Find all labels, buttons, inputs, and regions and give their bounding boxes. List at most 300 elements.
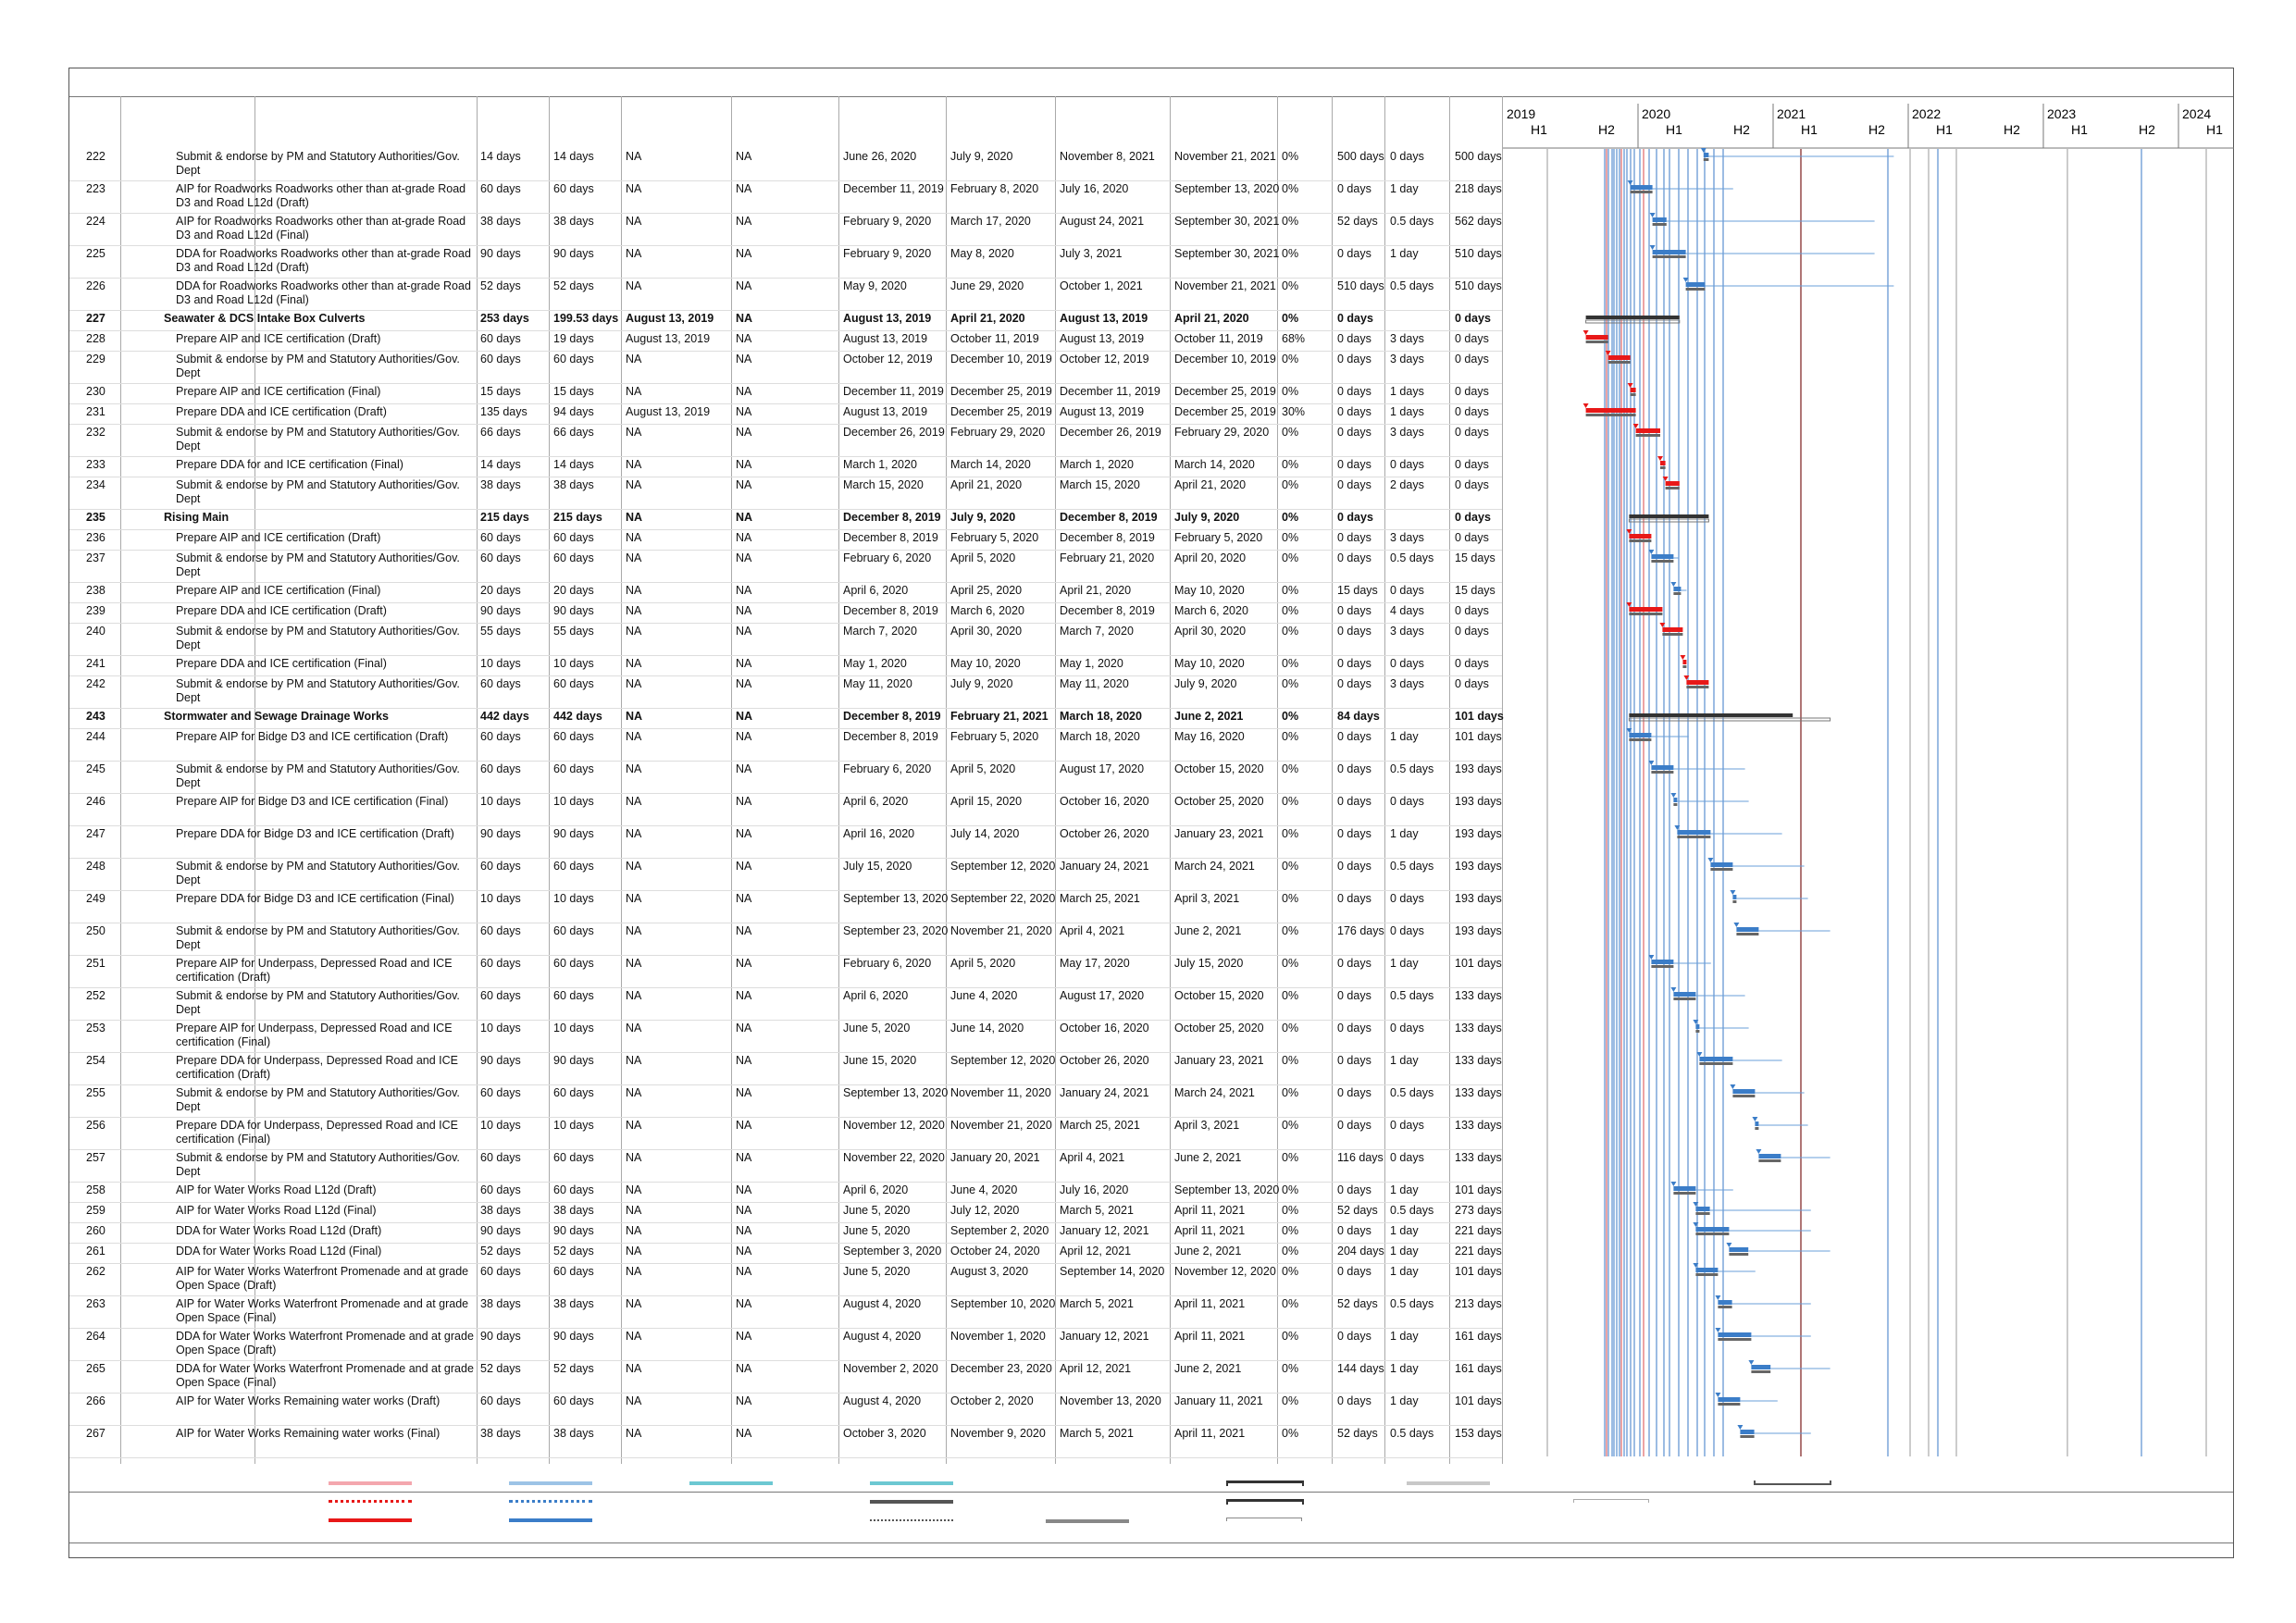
cell-name[interactable]: Submit & endorse by PM and Statutory Authorities/Gov. Dept (176, 762, 460, 789)
cell-f2: September 30, 2021 (1174, 215, 1280, 228)
cell-s1: June 26, 2020 (843, 150, 917, 163)
gantt-task-bar (1651, 554, 1673, 559)
cell-s1: April 16, 2020 (843, 827, 915, 840)
cell-name[interactable]: AIP for Water Works Waterfront Promenade and at grade Open Space (Draft) (176, 1265, 469, 1292)
cell-name[interactable]: Prepare AIP and ICE certification (Draft) (176, 531, 381, 544)
table-row[interactable] (69, 424, 1502, 456)
cell-allow: 0 days (1390, 924, 1424, 937)
cell-s1: March 1, 2020 (843, 458, 917, 471)
cell-rdur: 19 days (553, 332, 594, 345)
gantt-baseline-bar (1736, 933, 1758, 935)
cell-s2: April 21, 2020 (1060, 584, 1132, 597)
cell-rdur: 60 days (553, 353, 594, 365)
cell-rdur: 215 days (553, 511, 602, 524)
cell-name[interactable]: DDA for Roadworks Roadworks other than at-grade Road D3 and Road L12d (Final) (176, 279, 471, 306)
cell-slack2: 0 days (1455, 332, 1489, 345)
gantt-baseline-bar (1653, 255, 1686, 258)
cell-slack: 52 days (1337, 1297, 1378, 1310)
table-row[interactable] (69, 477, 1502, 509)
cell-rdur: 90 days (553, 827, 594, 840)
table-row[interactable] (69, 1393, 1502, 1425)
table-row[interactable] (69, 955, 1502, 987)
cell-as: NA (626, 385, 642, 398)
cell-name[interactable]: DDA for Roadworks Roadworks other than at-grade Road D3 and Road L12d (Draft) (176, 247, 471, 274)
cell-dur: 442 days (480, 710, 529, 723)
cell-name[interactable]: Submit & endorse by PM and Statutory Authorities/Gov. Dept (176, 353, 460, 379)
cell-name[interactable]: Prepare AIP for Underpass, Depressed Road and ICE certification (Draft) (176, 957, 453, 984)
cell-pct: 0% (1282, 625, 1299, 638)
cell-pct: 0% (1282, 710, 1299, 723)
cell-dur: 253 days (480, 312, 529, 325)
cell-as: NA (626, 1245, 642, 1258)
table-row[interactable] (69, 550, 1502, 582)
cell-as: NA (626, 584, 642, 597)
gantt-task-bar (1732, 895, 1736, 899)
table-row[interactable] (69, 330, 1502, 351)
cell-name[interactable]: AIP for Water Works Remaining water works (Final) (176, 1427, 441, 1440)
cell-as: August 13, 2019 (626, 312, 714, 325)
cell-name[interactable]: Stormwater and Sewage Drainage Works (164, 710, 389, 723)
cell-f2: April 11, 2021 (1174, 1224, 1246, 1237)
table-row[interactable] (69, 1328, 1502, 1360)
gantt-dependency-arrow (1650, 213, 1656, 217)
cell-f2: June 2, 2021 (1174, 1151, 1242, 1164)
table-row[interactable] (69, 1243, 1502, 1263)
cell-s1: April 6, 2020 (843, 795, 909, 808)
cell-f1: July 9, 2020 (950, 150, 1013, 163)
table-row[interactable] (69, 1149, 1502, 1182)
cell-f2: April 21, 2020 (1174, 312, 1249, 325)
table-row[interactable] (69, 1425, 1502, 1457)
gantt-baseline-bar (1631, 191, 1653, 193)
gantt-dependency-arrow (1628, 383, 1633, 388)
cell-slack: 0 days (1337, 531, 1371, 544)
cell-name[interactable]: Prepare DDA for and ICE certification (Final) (176, 458, 403, 471)
table-row[interactable] (69, 1360, 1502, 1393)
cell-pct: 68% (1282, 332, 1306, 345)
cell-pct: 0% (1282, 762, 1299, 775)
table-row[interactable] (69, 351, 1502, 383)
cell-f1: December 10, 2019 (950, 353, 1052, 365)
table-row[interactable] (69, 655, 1502, 675)
cell-name[interactable]: Submit & endorse by PM and Statutory Authorities/Gov. Dept (176, 625, 460, 651)
gantt-baseline-bar (1732, 1095, 1755, 1097)
cell-name[interactable]: Rising Main (164, 511, 230, 524)
cell-slack: 0 days (1337, 1022, 1371, 1035)
cell-pct: 0% (1282, 657, 1299, 670)
cell-f1: November 1, 2020 (950, 1330, 1046, 1343)
cell-rdur: 90 days (553, 1054, 594, 1067)
cell-s2: October 12, 2019 (1060, 353, 1149, 365)
legend-manual-task-swatch (1754, 1481, 1831, 1485)
cell-f1: December 25, 2019 (950, 405, 1052, 418)
cell-allow: 0 days (1390, 892, 1424, 905)
cell-name[interactable]: Submit & endorse by PM and Statutory Authorities/Gov. Dept (176, 1151, 460, 1178)
table-row[interactable] (69, 148, 1502, 180)
cell-name[interactable]: Prepare AIP for Underpass, Depressed Road and ICE certification (Final) (176, 1022, 453, 1048)
cell-f1: June 4, 2020 (950, 1183, 1018, 1196)
cell-name[interactable]: AIP for Roadworks Roadworks other than at-grade Road D3 and Road L12d (Final) (176, 215, 466, 242)
cell-rdur: 52 days (553, 1245, 594, 1258)
cell-dur: 60 days (480, 762, 521, 775)
cell-f2: July 15, 2020 (1174, 957, 1244, 970)
cell-s1: August 4, 2020 (843, 1297, 922, 1310)
table-row[interactable] (69, 310, 1502, 330)
cell-name[interactable]: AIP for Roadworks Roadworks other than at-grade Road D3 and Road L12d (Draft) (176, 182, 466, 209)
timeline-year-label: 2024 (2182, 106, 2212, 121)
gantt-dependency-arrow (1701, 148, 1706, 153)
cell-pct: 0% (1282, 531, 1299, 544)
cell-as: NA (626, 677, 642, 690)
cell-name[interactable]: Submit & endorse by PM and Statutory Authorities/Gov. Dept (176, 478, 460, 505)
cell-af: NA (736, 762, 752, 775)
cell-pct: 0% (1282, 1330, 1299, 1343)
cell-f1: February 5, 2020 (950, 531, 1039, 544)
cell-id: 255 (86, 1086, 105, 1099)
cell-af: NA (736, 478, 752, 491)
cell-as: NA (626, 1362, 642, 1375)
gantt-baseline-bar (1695, 1273, 1718, 1276)
cell-f2: October 15, 2020 (1174, 762, 1264, 775)
cell-s2: March 15, 2020 (1060, 478, 1140, 491)
cell-name[interactable]: Prepare AIP for Bidge D3 and ICE certification (Draft) (176, 730, 449, 743)
cell-allow: 2 days (1390, 478, 1424, 491)
cell-f2: November 12, 2020 (1174, 1265, 1276, 1278)
cell-rdur: 60 days (553, 860, 594, 873)
cell-slack2: 101 days (1455, 710, 1504, 723)
cell-dur: 20 days (480, 584, 521, 597)
cell-pct: 0% (1282, 247, 1299, 260)
cell-name[interactable]: Submit & endorse by PM and Statutory Authorities/Gov. Dept (176, 860, 460, 886)
cell-f1: July 12, 2020 (950, 1204, 1020, 1217)
cell-pct: 0% (1282, 478, 1299, 491)
cell-af: NA (736, 1427, 752, 1440)
cell-dur: 10 days (480, 892, 521, 905)
cell-af: NA (736, 1362, 752, 1375)
table-row[interactable] (69, 602, 1502, 623)
table-row[interactable] (69, 623, 1502, 655)
cell-s1: May 1, 2020 (843, 657, 907, 670)
legend-task-swatch (509, 1481, 592, 1485)
table-row[interactable] (69, 403, 1502, 424)
cell-f2: September 30, 2021 (1174, 247, 1280, 260)
cell-s2: May 11, 2020 (1060, 677, 1129, 690)
cell-slack2: 0 days (1455, 458, 1489, 471)
cell-dur: 215 days (480, 511, 529, 524)
gantt-task-bar (1673, 798, 1677, 802)
cell-f1: September 22, 2020 (950, 892, 1056, 905)
gantt-baseline-bar (1718, 1306, 1731, 1308)
cell-name[interactable]: Prepare DDA for Bidge D3 and ICE certification (Final) (176, 892, 454, 905)
cell-as: NA (626, 1330, 642, 1343)
table-row[interactable] (69, 708, 1502, 728)
cell-slack: 0 days (1337, 1086, 1371, 1099)
cell-slack: 52 days (1337, 215, 1378, 228)
cell-name[interactable]: Prepare DDA and ICE certification (Draft) (176, 604, 387, 617)
cell-f1: July 14, 2020 (950, 827, 1020, 840)
cell-f1: April 30, 2020 (950, 625, 1023, 638)
table-row[interactable] (69, 825, 1502, 858)
cell-slack2: 221 days (1455, 1245, 1502, 1258)
cell-slack2: 273 days (1455, 1204, 1502, 1217)
cell-allow: 0 days (1390, 1119, 1424, 1132)
cell-name[interactable]: AIP for Water Works Road L12d (Draft) (176, 1183, 377, 1196)
cell-name[interactable]: Prepare AIP and ICE certification (Draft) (176, 332, 381, 345)
cell-slack2: 101 days (1455, 1265, 1502, 1278)
timeline-half-label: H2 (1733, 122, 1750, 137)
cell-s2: March 7, 2020 (1060, 625, 1134, 638)
legend-critical-task-swatch (329, 1481, 412, 1485)
cell-name[interactable]: Prepare AIP for Bidge D3 and ICE certification (Final) (176, 795, 449, 808)
cell-name[interactable]: DDA for Water Works Waterfront Promenade and at grade Open Space (Final) (176, 1362, 474, 1389)
table-row[interactable] (69, 761, 1502, 793)
table-row[interactable] (69, 923, 1502, 955)
gantt-dependency-arrow (1756, 1149, 1761, 1154)
table-row[interactable] (69, 383, 1502, 403)
cell-slack2: 0 days (1455, 657, 1489, 670)
cell-id: 223 (86, 182, 105, 195)
cell-f1: December 25, 2019 (950, 385, 1052, 398)
cell-s2: January 24, 2021 (1060, 1086, 1149, 1099)
cell-slack: 0 days (1337, 1394, 1371, 1407)
cell-pct: 0% (1282, 677, 1299, 690)
cell-allow: 1 day (1390, 730, 1419, 743)
cell-slack: 0 days (1337, 511, 1373, 524)
gantt-canvas (1503, 96, 2234, 1495)
gantt-baseline-bar (1662, 633, 1682, 636)
table-row[interactable] (69, 1263, 1502, 1295)
table-row[interactable] (69, 1295, 1502, 1328)
cell-f2: April 11, 2021 (1174, 1297, 1246, 1310)
cell-dur: 60 days (480, 924, 521, 937)
cell-slack: 0 days (1337, 1054, 1371, 1067)
cell-slack2: 0 days (1455, 385, 1489, 398)
table-row[interactable] (69, 890, 1502, 923)
cell-name[interactable]: Submit & endorse by PM and Statutory Authorities/Gov. Dept (176, 551, 460, 578)
cell-pct: 0% (1282, 551, 1299, 564)
cell-f2: June 2, 2021 (1174, 924, 1242, 937)
table-row[interactable] (69, 456, 1502, 477)
cell-dur: 60 days (480, 989, 521, 1002)
cell-slack: 0 days (1337, 1224, 1371, 1237)
cell-allow: 1 day (1390, 1362, 1419, 1375)
cell-allow: 0.5 days (1390, 279, 1434, 292)
cell-f2: March 24, 2021 (1174, 860, 1255, 873)
cell-name[interactable]: AIP for Water Works Remaining water works (Draft) (176, 1394, 441, 1407)
cell-f1: February 8, 2020 (950, 182, 1039, 195)
cell-slack: 116 days (1337, 1151, 1384, 1164)
cell-name[interactable]: DDA for Water Works Road L12d (Draft) (176, 1224, 382, 1237)
cell-f2: June 2, 2021 (1174, 1362, 1242, 1375)
cell-name[interactable]: Prepare DDA and ICE certification (Final) (176, 657, 387, 670)
gantt-baseline-bar (1732, 900, 1736, 903)
cell-slack2: 101 days (1455, 957, 1502, 970)
cell-name[interactable]: AIP for Water Works Road L12d (Final) (176, 1204, 377, 1217)
cell-slack: 0 days (1337, 892, 1371, 905)
gantt-baseline-bar (1729, 1253, 1748, 1256)
gantt-task-bar (1660, 461, 1666, 465)
cell-slack: 0 days (1337, 989, 1371, 1002)
cell-name[interactable]: Submit & endorse by PM and Statutory Authorities/Gov. Dept (176, 1086, 460, 1113)
cell-s1: September 3, 2020 (843, 1245, 942, 1258)
cell-dur: 14 days (480, 458, 521, 471)
cell-s1: December 8, 2019 (843, 511, 941, 524)
cell-rdur: 14 days (553, 458, 594, 471)
gantt-dependency-arrow (1680, 655, 1685, 660)
cell-name[interactable]: Prepare DDA and ICE certification (Draft) (176, 405, 387, 418)
table-row[interactable] (69, 278, 1502, 310)
cell-slack: 500 days (1337, 150, 1384, 163)
cell-id: 241 (86, 657, 105, 670)
table-row[interactable] (69, 858, 1502, 890)
cell-rdur: 60 days (553, 1265, 594, 1278)
table-row[interactable] (69, 509, 1502, 529)
gantt-task-bar (1629, 607, 1662, 612)
table-row[interactable] (69, 1117, 1502, 1149)
cell-name[interactable]: DDA for Water Works Road L12d (Final) (176, 1245, 382, 1258)
cell-slack2: 0 days (1455, 478, 1489, 491)
cell-rdur: 90 days (553, 1224, 594, 1237)
cell-name[interactable]: Submit & endorse by PM and Statutory Authorities/Gov. Dept (176, 989, 460, 1016)
cell-dur: 14 days (480, 150, 521, 163)
cell-allow: 0.5 days (1390, 989, 1434, 1002)
gantt-dependency-arrow (1715, 1295, 1720, 1300)
cell-af: NA (736, 795, 752, 808)
cell-pct: 0% (1282, 385, 1299, 398)
cell-as: NA (626, 215, 642, 228)
gantt-dependency-arrow (1748, 1360, 1754, 1365)
cell-f2: May 10, 2020 (1174, 657, 1245, 670)
cell-name[interactable]: AIP for Water Works Waterfront Promenade and at grade Open Space (Final) (176, 1297, 469, 1324)
cell-slack: 176 days (1337, 924, 1384, 937)
cell-af: NA (736, 860, 752, 873)
cell-s1: May 11, 2020 (843, 677, 912, 690)
cell-s2: January 24, 2021 (1060, 860, 1149, 873)
table-row[interactable] (69, 987, 1502, 1020)
timeline-half-label: H2 (1598, 122, 1615, 137)
cell-slack2: 193 days (1455, 795, 1502, 808)
cell-as: August 13, 2019 (626, 332, 711, 345)
cell-slack2: 221 days (1455, 1224, 1502, 1237)
legend-progress-line-swatch (1573, 1499, 1649, 1503)
cell-s1: December 8, 2019 (843, 604, 938, 617)
table-row[interactable] (69, 582, 1502, 602)
cell-name[interactable]: Prepare DDA for Underpass, Depressed Road and ICE certification (Final) (176, 1119, 459, 1146)
cell-id: 266 (86, 1394, 105, 1407)
cell-pct: 0% (1282, 426, 1299, 439)
gantt-baseline-bar (1677, 836, 1710, 838)
gantt-task-bar (1736, 927, 1758, 932)
cell-af: NA (736, 426, 752, 439)
timeline-half-label: H1 (1801, 122, 1818, 137)
cell-s2: September 14, 2020 (1060, 1265, 1165, 1278)
gantt-dependency-arrow (1707, 858, 1713, 862)
table-row[interactable] (69, 1222, 1502, 1243)
gantt-baseline-bar (1608, 361, 1631, 364)
cell-dur: 38 days (480, 215, 521, 228)
cell-name[interactable]: Prepare DDA for Bidge D3 and ICE certification (Draft) (176, 827, 454, 840)
cell-f1: June 29, 2020 (950, 279, 1024, 292)
cell-rdur: 60 days (553, 1394, 594, 1407)
cell-allow: 0.5 days (1390, 860, 1434, 873)
cell-id: 257 (86, 1151, 105, 1164)
cell-dur: 38 days (480, 1427, 521, 1440)
cell-rdur: 38 days (553, 1427, 594, 1440)
cell-af: NA (736, 511, 753, 524)
cell-s2: March 1, 2020 (1060, 458, 1134, 471)
table-row[interactable] (69, 793, 1502, 825)
cell-name[interactable]: DDA for Water Works Waterfront Promenade and at grade Open Space (Draft) (176, 1330, 474, 1357)
cell-as: NA (626, 625, 642, 638)
schedule-sheet (68, 68, 2234, 1558)
cell-slack: 0 days (1337, 827, 1371, 840)
cell-name[interactable]: Submit & endorse by PM and Statutory Authorities/Gov. Dept (176, 677, 460, 704)
cell-af: NA (736, 584, 752, 597)
cell-name[interactable]: Submit & endorse by PM and Statutory Authorities/Gov. Dept (176, 924, 460, 951)
table-row[interactable] (69, 213, 1502, 245)
cell-af: NA (736, 657, 752, 670)
cell-name[interactable]: Prepare AIP and ICE certification (Final) (176, 385, 381, 398)
table-row[interactable] (69, 1202, 1502, 1222)
table-row[interactable] (69, 180, 1502, 213)
cell-name[interactable]: Prepare AIP and ICE certification (Final) (176, 584, 381, 597)
cell-allow: 0 days (1390, 1151, 1424, 1164)
cell-name[interactable]: Submit & endorse by PM and Statutory Authorities/Gov. Dept (176, 150, 460, 177)
cell-slack: 0 days (1337, 426, 1371, 439)
table-row[interactable] (69, 1020, 1502, 1052)
table-row[interactable] (69, 728, 1502, 761)
cell-f2: October 25, 2020 (1174, 1022, 1264, 1035)
table-row[interactable] (69, 675, 1502, 708)
legend-critical-progress-swatch (329, 1518, 412, 1522)
cell-pct: 0% (1282, 1183, 1299, 1196)
gantt-dependency-arrow (1670, 793, 1676, 798)
timeline-half-label: H2 (2004, 122, 2020, 137)
table-row[interactable] (69, 1182, 1502, 1202)
cell-name[interactable]: Prepare DDA for Underpass, Depressed Road and ICE certification (Draft) (176, 1054, 459, 1081)
cell-f2: September 13, 2020 (1174, 1183, 1280, 1196)
legend-summary-swatch (1226, 1481, 1304, 1486)
cell-rdur: 10 days (553, 795, 594, 808)
cell-as: NA (626, 551, 642, 564)
cell-slack2: 153 days (1455, 1427, 1502, 1440)
cell-name[interactable]: Seawater & DCS Intake Box Culverts (164, 312, 366, 325)
cell-f2: December 25, 2019 (1174, 405, 1276, 418)
row-divider (69, 1457, 1502, 1458)
cell-rdur: 55 days (553, 625, 594, 638)
cell-dur: 90 days (480, 1224, 521, 1237)
cell-dur: 135 days (480, 405, 527, 418)
cell-rdur: 199.53 days (553, 312, 619, 325)
table-row[interactable] (69, 245, 1502, 278)
cell-slack2: 213 days (1455, 1297, 1502, 1310)
table-row[interactable] (69, 529, 1502, 550)
timeline-half-label: H1 (1936, 122, 1953, 137)
cell-rdur: 10 days (553, 1022, 594, 1035)
cell-slack2: 133 days (1455, 989, 1502, 1002)
cell-f1: October 11, 2019 (950, 332, 1039, 345)
cell-s1: December 8, 2019 (843, 710, 941, 723)
table-row[interactable] (69, 1052, 1502, 1084)
table-row[interactable] (69, 1084, 1502, 1117)
gantt-task-bar (1608, 355, 1631, 360)
cell-s2: October 26, 2020 (1060, 827, 1149, 840)
cell-name[interactable]: Submit & endorse by PM and Statutory Authorities/Gov. Dept (176, 426, 460, 452)
cell-slack: 0 days (1337, 353, 1371, 365)
gantt-baseline-bar (1629, 539, 1651, 542)
cell-id: 262 (86, 1265, 105, 1278)
cell-as: NA (626, 892, 642, 905)
